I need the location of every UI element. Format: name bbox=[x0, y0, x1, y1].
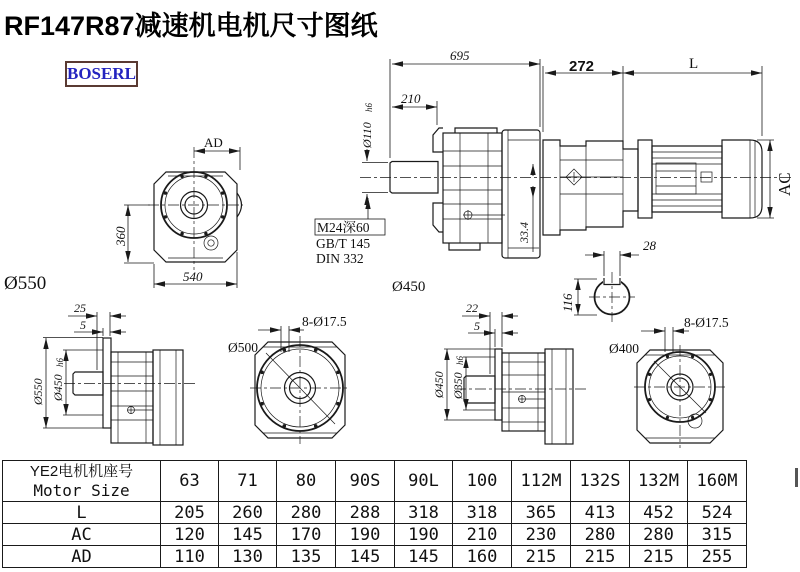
dim-22: 22 bbox=[466, 301, 478, 315]
dim-value-cell: 145 bbox=[219, 524, 277, 546]
label-dia400: Ø400 bbox=[609, 341, 639, 356]
dim-row-label: L bbox=[3, 502, 161, 524]
motor-size-header bbox=[3, 461, 161, 502]
table-row-ad bbox=[3, 546, 747, 568]
dim-value-cell: 230 bbox=[512, 524, 571, 546]
dim-value-cell: 280 bbox=[630, 524, 688, 546]
label-bolt-holes: 8-Ø17.5 bbox=[684, 315, 729, 330]
table-row-ac bbox=[3, 524, 747, 546]
edge-artifact bbox=[795, 468, 798, 487]
dim-shaft-tol: h6 bbox=[364, 103, 374, 112]
dim-row-label: AD bbox=[3, 546, 161, 568]
drain-plug-icon bbox=[127, 406, 153, 414]
dim-value-cell: 215 bbox=[630, 546, 688, 568]
dim-value-cell: 288 bbox=[336, 502, 395, 524]
dim-695: 695 bbox=[450, 48, 470, 63]
dim-value-cell: 135 bbox=[277, 546, 336, 568]
shaft-section-view bbox=[560, 272, 635, 322]
label-dia550: Ø550 bbox=[4, 273, 47, 294]
dim-dia350h6-tol: h6 bbox=[455, 356, 465, 365]
dim-360: 360 bbox=[113, 226, 128, 246]
size-col-header: 90S bbox=[336, 461, 395, 502]
label-dia450: Ø450 bbox=[392, 279, 426, 295]
dim-5: 5 bbox=[80, 318, 86, 332]
size-col-header: 100 bbox=[453, 461, 512, 502]
dim-value-cell: 280 bbox=[277, 502, 336, 524]
dim-value-cell: 210 bbox=[453, 524, 512, 546]
bottom-view-1 bbox=[31, 301, 196, 445]
dim-value-cell: 255 bbox=[688, 546, 747, 568]
dim-value-cell: 110 bbox=[161, 546, 219, 568]
dim-value-cell: 215 bbox=[512, 546, 571, 568]
dim-value-cell: 318 bbox=[395, 502, 453, 524]
motor-side-view bbox=[543, 56, 794, 322]
table-row-l bbox=[3, 502, 747, 524]
table-header-row bbox=[3, 461, 747, 502]
size-col-header: 63 bbox=[161, 461, 219, 502]
dim-row-label: AC bbox=[3, 524, 161, 546]
dim-value-cell: 190 bbox=[395, 524, 453, 546]
size-col-header: 112M bbox=[512, 461, 571, 502]
dim-dia450h6-tol: h6 bbox=[55, 358, 65, 367]
dim-value-cell: 170 bbox=[277, 524, 336, 546]
label-bolt-holes: 8-Ø17.5 bbox=[302, 314, 347, 329]
drain-plug-icon bbox=[518, 395, 545, 403]
dim-value-cell: 318 bbox=[453, 502, 512, 524]
dim-ac: AC bbox=[775, 172, 794, 196]
main-side-view bbox=[315, 48, 792, 295]
dim-540: 540 bbox=[183, 269, 203, 284]
label-dia500: Ø500 bbox=[228, 340, 258, 355]
size-col-header: 160M bbox=[688, 461, 747, 502]
dim-dia550: Ø550 bbox=[31, 378, 45, 405]
dim-116: 116 bbox=[560, 293, 575, 312]
page-title: RF147R87减速机电机尺寸图纸 bbox=[4, 11, 378, 41]
front-view bbox=[4, 135, 243, 294]
dim-25: 25 bbox=[74, 301, 86, 315]
motor-size-table bbox=[2, 460, 747, 568]
motor-size-header-cn: YE2电机机座号 bbox=[29, 463, 134, 480]
dim-value-cell: 215 bbox=[571, 546, 630, 568]
size-col-header: 132M bbox=[630, 461, 688, 502]
dim-value-cell: 130 bbox=[219, 546, 277, 568]
drain-plug-icon bbox=[463, 210, 505, 220]
dim-value-cell: 524 bbox=[688, 502, 747, 524]
dim-value-cell: 260 bbox=[219, 502, 277, 524]
dim-value-cell: 120 bbox=[161, 524, 219, 546]
size-col-header: 71 bbox=[219, 461, 277, 502]
dim-shaft-dia: Ø110 bbox=[360, 122, 374, 148]
dim-210: 210 bbox=[401, 91, 421, 106]
brand-logo-text: BOSERL bbox=[67, 64, 136, 83]
dim-l: L bbox=[689, 56, 699, 72]
dim-value-cell: 190 bbox=[336, 524, 395, 546]
dim-value-cell: 365 bbox=[512, 502, 571, 524]
dim-value-cell: 413 bbox=[571, 502, 630, 524]
dim-ad: AD bbox=[204, 135, 223, 150]
bottom-view-4 bbox=[609, 315, 729, 448]
dim-value-cell: 145 bbox=[336, 546, 395, 568]
dim-value-cell: 145 bbox=[395, 546, 453, 568]
size-col-header: 132S bbox=[571, 461, 630, 502]
dim-dia450: Ø450 bbox=[432, 371, 446, 398]
dim-dia350h6: Ø350 bbox=[451, 372, 465, 399]
label-thread: M24深60 bbox=[317, 220, 370, 235]
dim-value-cell: 280 bbox=[571, 524, 630, 546]
dim-value-cell: 452 bbox=[630, 502, 688, 524]
dim-28: 28 bbox=[643, 238, 656, 253]
size-col-header: 90L bbox=[395, 461, 453, 502]
bottom-view-3 bbox=[432, 301, 588, 444]
dim-272: 272 bbox=[569, 58, 595, 75]
motor-size-header-en: Motor Size bbox=[33, 481, 130, 500]
dim-value-cell: 205 bbox=[161, 502, 219, 524]
bottom-view-2 bbox=[228, 314, 350, 444]
label-gbt145: GB/T 145 bbox=[316, 236, 371, 251]
dim-5: 5 bbox=[474, 319, 480, 333]
dim-value-cell: 160 bbox=[453, 546, 512, 568]
dim-value-cell: 315 bbox=[688, 524, 747, 546]
size-col-header: 80 bbox=[277, 461, 336, 502]
label-din332: DIN 332 bbox=[316, 251, 364, 266]
dim-dia450h6: Ø450 bbox=[51, 374, 65, 401]
dim-33-4: 33.4 bbox=[517, 222, 531, 243]
